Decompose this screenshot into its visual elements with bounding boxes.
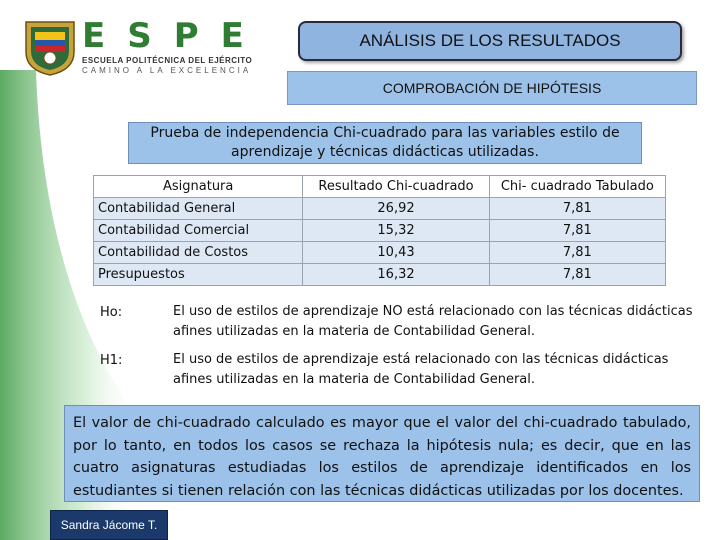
- cell-chi-resultado: 15,32: [303, 220, 489, 242]
- header-chi-tabulado: Chi- cuadrado Tabulado: [489, 176, 665, 198]
- table-row: [94, 242, 666, 264]
- brand-letters: ESPE: [82, 16, 266, 56]
- espe-brand: [82, 18, 266, 75]
- cell-asignatura: Contabilidad de Costos: [94, 242, 303, 264]
- cell-chi-tabulado: 7,81: [489, 264, 665, 286]
- test-description: Prueba de independencia Chi-cuadrado para las variables estilo de aprendizaje y técnicas didácticas utilizadas.: [128, 122, 642, 164]
- cell-chi-tabulado: 7,81: [489, 242, 665, 264]
- h1-text: El uso de estilos de aprendizaje está relacionado con las técnicas didácticas afines utilizadas en la materia de Contabilidad General.: [173, 352, 669, 387]
- cell-chi-resultado: 16,32: [303, 264, 489, 286]
- cell-chi-resultado: 26,92: [303, 198, 489, 220]
- table-header-row: [94, 176, 666, 198]
- table-row: [94, 264, 666, 286]
- cell-asignatura: Contabilidad Comercial: [94, 220, 303, 242]
- section-subtitle: COMPROBACIÓN DE HIPÓTESIS: [287, 71, 697, 105]
- cell-chi-tabulado: 7,81: [489, 198, 665, 220]
- h0-label: Ho:: [100, 305, 123, 320]
- page-title: ANÁLISIS DE LOS RESULTADOS: [298, 21, 682, 61]
- header-chi-resultado: Resultado Chi-cuadrado: [303, 176, 489, 198]
- cell-chi-tabulado: 7,81: [489, 220, 665, 242]
- cell-asignatura: Presupuestos: [94, 264, 303, 286]
- brand-motto: CAMINO A LA EXCELENCIA: [82, 66, 252, 75]
- cell-asignatura: Contabilidad General: [94, 198, 303, 220]
- h1-label: H1:: [100, 353, 123, 368]
- cell-chi-resultado: 10,43: [303, 242, 489, 264]
- brand-subtitle: ESCUELA POLITÉCNICA DEL EJÉRCITO: [82, 56, 253, 65]
- espe-crest-icon: [22, 18, 78, 76]
- table-row: [94, 220, 666, 242]
- author-badge: Sandra Jácome T.: [50, 510, 168, 540]
- h0-text: El uso de estilos de aprendizaje NO está relacionado con las técnicas didácticas afines utilizadas en la materia de Contabilidad General.: [173, 304, 693, 339]
- results-table: [93, 175, 666, 286]
- conclusion-box: El valor de chi-cuadrado calculado es mayor que el valor del chi-cuadrado tabulado, por lo tanto, en todos los casos se rechaza la hipótesis nula; es decir, que en las cuatro asignaturas estudiadas los estilos de aprendizaje identificados en los estudiantes si tienen relación con las técnicas didácticas utilizadas por los docentes.: [64, 405, 700, 502]
- header-asignatura: Asignatura: [94, 176, 303, 198]
- table-row: [94, 198, 666, 220]
